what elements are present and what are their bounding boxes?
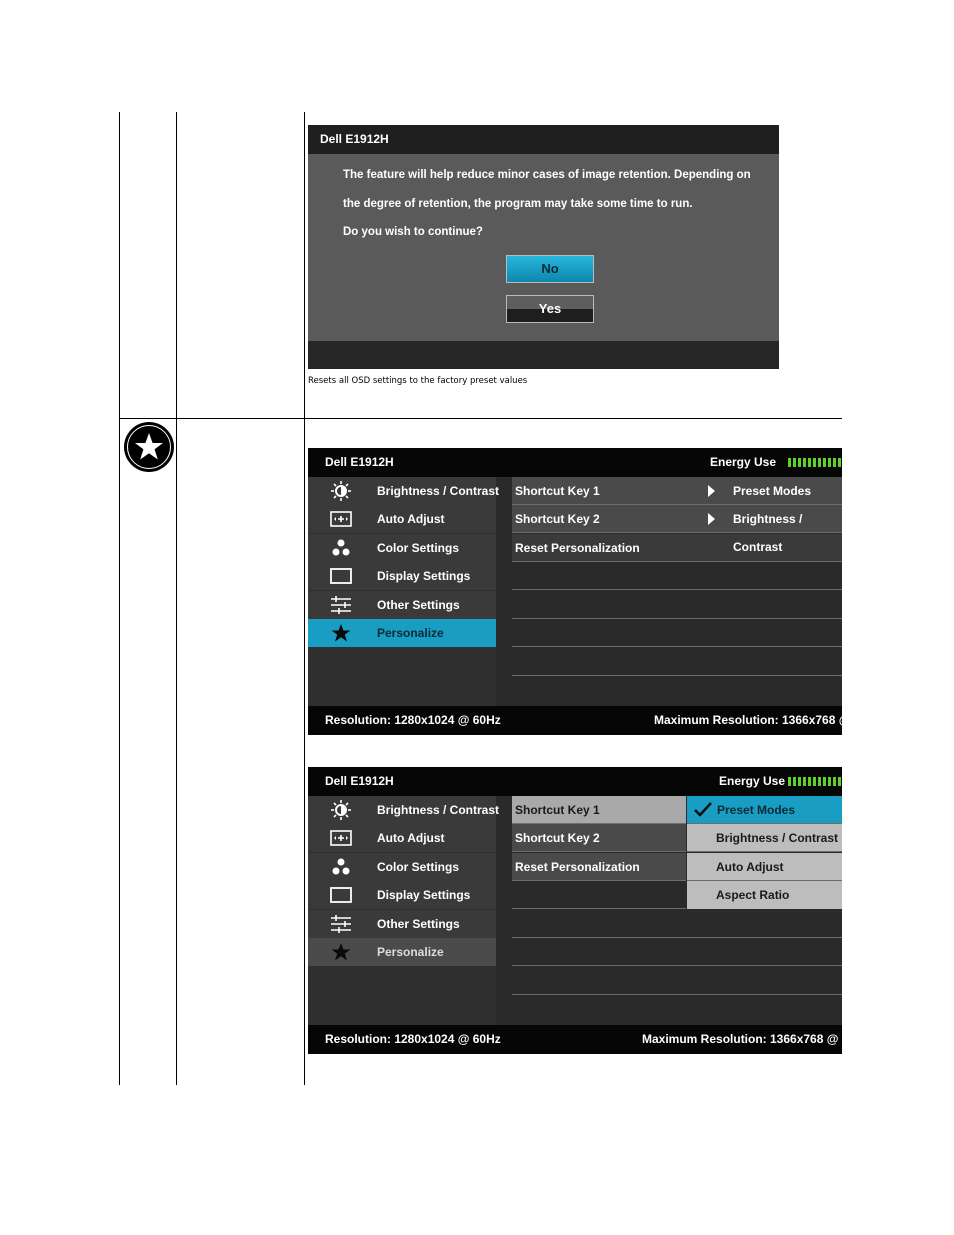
- menu-label: Display Settings: [377, 888, 471, 902]
- osd-personalize-screen: [308, 448, 882, 735]
- option-label: Preset Modes: [717, 803, 796, 817]
- resolution-text: Resolution: 1280x1024 @ 60Hz: [325, 713, 501, 727]
- submenu-row: [512, 967, 842, 995]
- energy-use-label: Energy Use: [710, 455, 777, 469]
- star-icon: [328, 942, 354, 962]
- brightness-icon: [328, 481, 354, 501]
- resolution-text: Resolution: 1280x1024 @ 60Hz: [325, 1032, 501, 1046]
- submenu-row: [512, 881, 686, 909]
- reset-caption: Resets all OSD settings to the factory preset values: [308, 376, 528, 386]
- submenu-row: [512, 910, 842, 938]
- menu-item-personalize[interactable]: [308, 938, 496, 966]
- submenu-reset-personalization[interactable]: Reset Personalization: [515, 860, 640, 874]
- check-icon: [693, 802, 713, 818]
- energy-meter: [788, 458, 842, 467]
- menu-label: Other Settings: [377, 917, 460, 931]
- display-settings-icon: [328, 566, 354, 586]
- submenu-row: [512, 676, 842, 704]
- menu-label: Brightness / Contrast: [377, 484, 500, 498]
- menu-label: Other Settings: [377, 598, 460, 612]
- personalize-badge-icon: [124, 422, 174, 472]
- table-row-divider: [119, 418, 842, 419]
- display-settings-icon: [328, 885, 354, 905]
- table-border-col3: [304, 112, 305, 1085]
- submenu-row: [512, 648, 842, 676]
- option-brightness-contrast[interactable]: [687, 824, 842, 852]
- arrow-right-icon: [708, 513, 715, 525]
- max-resolution-text: Maximum Resolution: 1366x768 @ 60Hz: [654, 713, 882, 727]
- menu-item-brightness-contrast[interactable]: [308, 796, 500, 824]
- menu-label: Color Settings: [377, 541, 460, 555]
- option-preset-modes[interactable]: [687, 796, 842, 824]
- arrow-right-icon: [708, 485, 715, 497]
- color-settings-icon: [328, 538, 354, 558]
- option-label: Brightness / Contrast: [716, 831, 839, 845]
- menu-item-display-settings[interactable]: [308, 562, 496, 590]
- submenu-reset-personalization[interactable]: Reset Personalization: [515, 541, 640, 555]
- submenu-row: [512, 619, 842, 647]
- osd-footer: [308, 1025, 870, 1054]
- auto-adjust-icon: [328, 828, 354, 848]
- menu-item-display-settings[interactable]: [308, 881, 496, 909]
- option-auto-adjust[interactable]: [687, 853, 842, 881]
- menu-item-color-settings[interactable]: [308, 534, 496, 562]
- submenu-row: [512, 562, 842, 590]
- menu-label: Color Settings: [377, 860, 460, 874]
- brightness-icon: [328, 800, 354, 820]
- energy-use-label: Energy Use: [719, 774, 786, 788]
- shortcut-key-2-value: Brightness / Contrast: [733, 512, 803, 554]
- submenu-shortcut-key-2[interactable]: Shortcut Key 2: [515, 831, 600, 845]
- star-icon: [328, 623, 354, 643]
- menu-item-other-settings[interactable]: [308, 910, 496, 938]
- dialog-text-line3: Do you wish to continue?: [343, 226, 483, 238]
- dialog-footer: [308, 341, 779, 369]
- submenu-shortcut-key-1[interactable]: Shortcut Key 1 Preset Modes: [512, 477, 842, 505]
- menu-label: Display Settings: [377, 569, 471, 583]
- menu-label: Personalize: [377, 945, 444, 959]
- no-button[interactable]: No: [506, 255, 594, 283]
- menu-item-auto-adjust[interactable]: [308, 824, 496, 852]
- osd-title: Dell E1912H: [325, 774, 394, 788]
- reset-confirm-dialog: [308, 125, 779, 369]
- osd-footer: [308, 706, 882, 735]
- menu-label: Auto Adjust: [377, 831, 445, 845]
- option-label: Auto Adjust: [716, 860, 784, 874]
- osd-header: [308, 448, 842, 477]
- shortcut-key-1-value: Preset Modes: [733, 484, 812, 498]
- submenu-row: [512, 995, 842, 1023]
- table-border-left: [119, 112, 120, 1085]
- auto-adjust-icon: [328, 509, 354, 529]
- menu-item-auto-adjust[interactable]: [308, 505, 496, 533]
- energy-meter: [788, 777, 842, 786]
- dialog-title: Dell E1912H: [308, 125, 779, 154]
- osd-header: [308, 767, 842, 796]
- menu-item-personalize[interactable]: [308, 619, 496, 647]
- option-aspect-ratio[interactable]: [687, 881, 842, 909]
- submenu-shortcut-key-2[interactable]: Shortcut Key 2 Brightness / Contrast: [512, 505, 842, 533]
- max-resolution-text: Maximum Resolution: 1366x768 @ 60Hz: [642, 1032, 870, 1046]
- submenu-row: [512, 591, 842, 619]
- menu-label: Brightness / Contrast: [377, 803, 500, 817]
- osd-shortcut-key-screen: [308, 767, 870, 1054]
- menu-label: Auto Adjust: [377, 512, 445, 526]
- menu-item-color-settings[interactable]: [308, 853, 496, 881]
- other-settings-icon: [328, 914, 354, 934]
- table-border-col2: [176, 112, 177, 1085]
- color-settings-icon: [328, 857, 354, 877]
- dialog-text-line2: the degree of retention, the program may take some time to run.: [343, 198, 693, 210]
- menu-item-brightness-contrast[interactable]: [308, 477, 500, 505]
- dialog-text-line1: The feature will help reduce minor cases of image retention. Depending on: [343, 169, 751, 181]
- submenu-row: [512, 938, 842, 966]
- menu-label: Personalize: [377, 626, 444, 640]
- submenu-shortcut-key-1[interactable]: Shortcut Key 1: [515, 803, 600, 817]
- menu-item-other-settings[interactable]: [308, 591, 496, 619]
- yes-button[interactable]: Yes: [506, 295, 594, 323]
- osd-title: Dell E1912H: [325, 455, 394, 469]
- option-label: Aspect Ratio: [716, 888, 790, 902]
- other-settings-icon: [328, 595, 354, 615]
